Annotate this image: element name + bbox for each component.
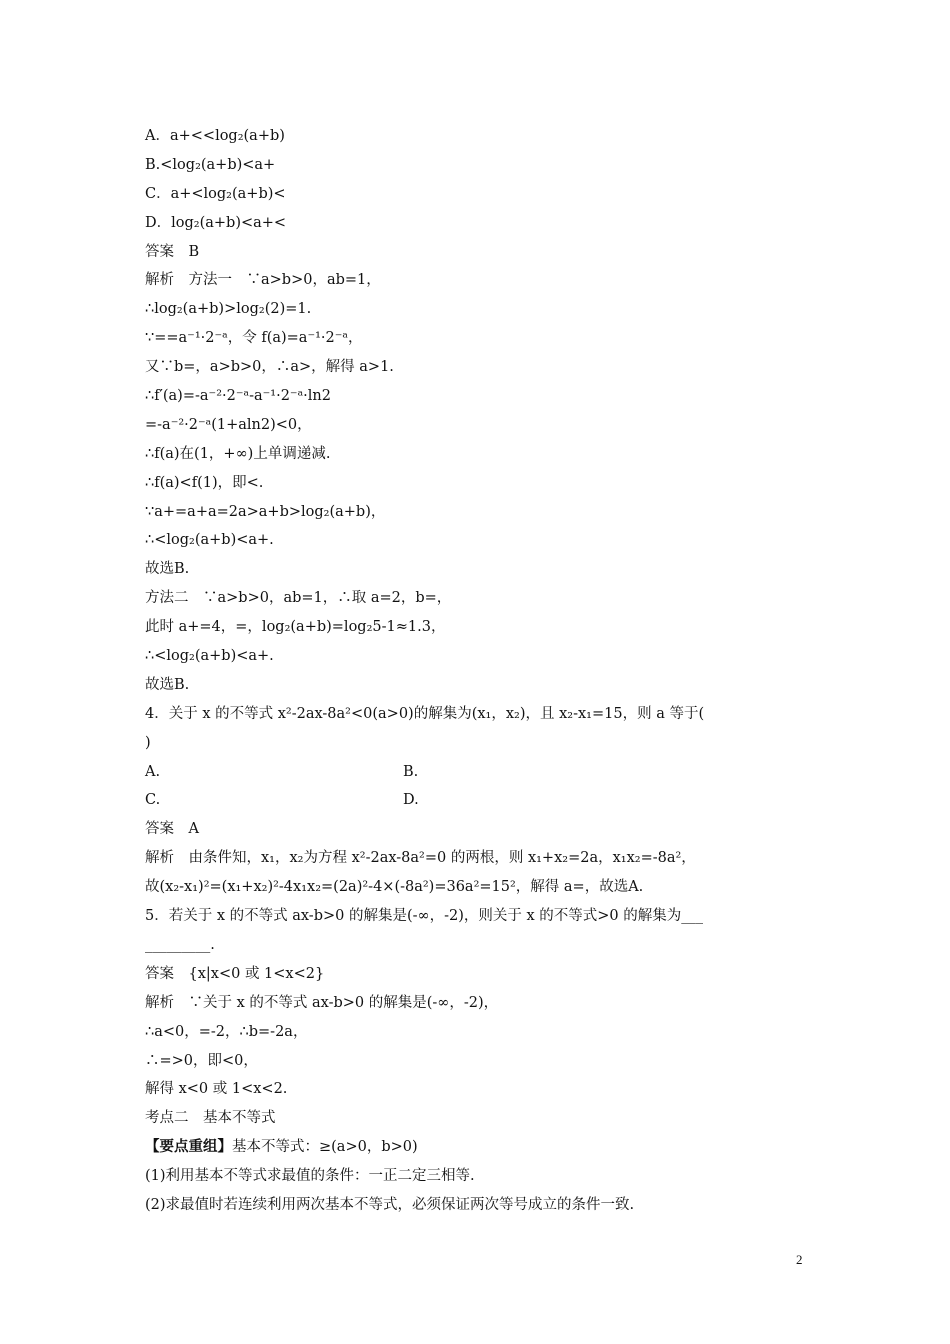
page-number: 2 [796, 1252, 803, 1267]
answer-q4: 答案 A [145, 821, 199, 838]
solution-line: ∴a<0，=-2，∴b=-2a， [145, 1023, 308, 1040]
answer-q3: 答案 B [145, 243, 200, 260]
solution-line: 又∵b=，a>b>0，∴a>，解得 a>1. [145, 359, 394, 376]
solution-line: ∴<log₂(a+b)<a+. [145, 532, 274, 549]
answer-q5: 答案 {x|x<0 或 1<x<2} [145, 965, 325, 982]
solution-line: 解析 ∵关于 x 的不等式 ax-b>0 的解集是(-∞，-2)， [145, 994, 499, 1011]
option-c: C．a+<log₂(a+b)< [145, 185, 286, 202]
solution-line: ∴log₂(a+b)>log₂(2)=1. [145, 301, 312, 318]
solution-line: 解析 由条件知，x₁，x₂为方程 x²-2ax-8a²=0 的两根，则 x₁+x₂=2a，x₁x₂=-8a²， [145, 850, 696, 867]
question-5-blank: _________. [145, 936, 215, 953]
q4-options-row-2 [145, 786, 813, 815]
question-4-tail: ) [145, 734, 151, 751]
solution-line: ∴<log₂(a+b)<a+. [145, 648, 274, 665]
option-d: D．log₂(a+b)<a+< [145, 214, 287, 231]
option-a: A．a+<<log₂(a+b) [145, 128, 285, 144]
solution-line: 方法二 ∵a>b>0，ab=1，∴取 a=2，b=， [145, 590, 452, 607]
solution-line: ∴=>0，即<0， [145, 1052, 258, 1069]
solution-line: 此时 a+=4，=，log₂(a+b)=log₂5-1≈1.3， [145, 619, 446, 636]
q4-option-a: A. [145, 763, 161, 780]
conclusion-line: 故选B. [145, 561, 190, 578]
q4-option-d: D. [403, 792, 419, 809]
solution-line: ∴f(a)<f(1)，即<. [145, 474, 264, 491]
key-points-text: 基本不等式：≥(a>0，b>0) [232, 1139, 418, 1156]
solution-line: ∴f(a)在(1，+∞)上单调递减. [145, 445, 331, 462]
option-b: B.<log₂(a+b)<a+ [145, 156, 276, 173]
key-point-2: (2)求最值时若连续利用两次基本不等式，必须保证两次等号成立的条件一致. [145, 1196, 635, 1213]
solution-line: 故(x₂-x₁)²=(x₁+x₂)²-4x₁x₂=(2a)²-4×(-8a²)=36a²=15²，解得 a=，故选A. [145, 879, 644, 896]
question-4: 4．关于 x 的不等式 x²-2ax-8a²<0(a>0)的解集为(x₁，x₂)，且 x₂-x₁=15，则 a 等于( [145, 705, 705, 722]
q4-option-c: C. [145, 792, 161, 809]
question-5: 5．若关于 x 的不等式 ax-b>0 的解集是(-∞，-2)，则关于 x 的不等式>0 的解集为___ [145, 908, 704, 925]
q4-option-b: B. [403, 763, 419, 780]
solution-line: ∵==a⁻¹·2⁻ᵃ，令 f(a)=a⁻¹·2⁻ᵃ， [145, 330, 363, 347]
section-heading: 考点二 基本不等式 [145, 1110, 276, 1127]
solution-line: 解析 方法一 ∵a>b>0，ab=1， [145, 272, 381, 289]
q4-options-row-1 [145, 758, 813, 787]
key-points-line [145, 1133, 813, 1162]
solution-line: =-a⁻²·2⁻ᵃ(1+aln2)<0， [145, 416, 312, 433]
page-content [145, 122, 813, 1220]
solution-line: ∴f′(a)=-a⁻²·2⁻ᵃ-a⁻¹·2⁻ᵃ·ln2 [145, 388, 331, 405]
solution-line: ∵a+=a+a=2a>a+b>log₂(a+b)， [145, 503, 386, 520]
solution-line: 解得 x<0 或 1<x<2. [145, 1081, 288, 1098]
key-points-label: 【要点重组】 [145, 1138, 232, 1156]
key-point-1: (1)利用基本不等式求最值的条件：一正二定三相等. [145, 1168, 475, 1185]
conclusion-line: 故选B. [145, 676, 190, 693]
